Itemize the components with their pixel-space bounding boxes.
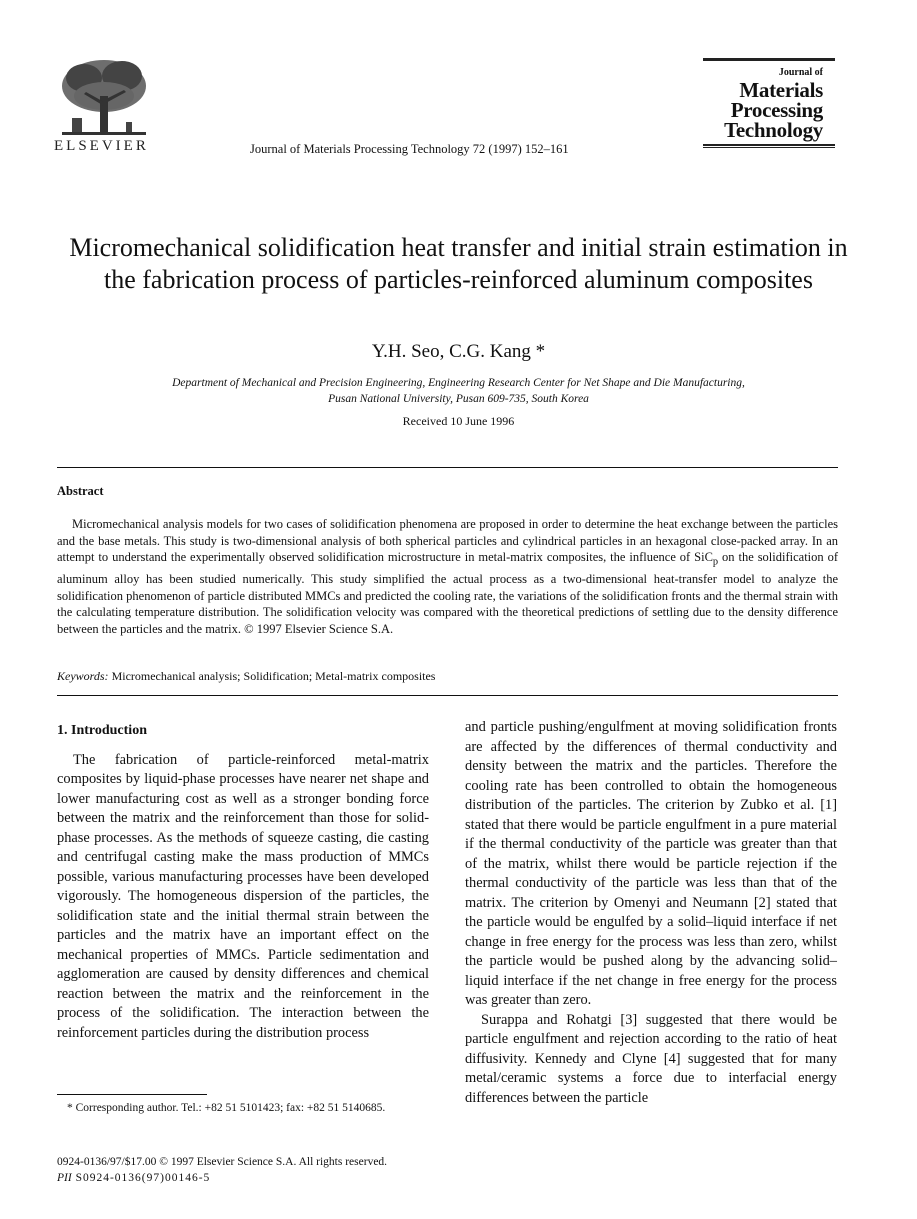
keywords-text: Micromechanical analysis; Solidification; Metal-matrix composites: [111, 669, 436, 683]
page-header: [0, 0, 917, 170]
affiliation-line-1: Department of Mechanical and Precision Engineering, Engineering Research Center for Net Shape and Die Manufacturing,: [172, 377, 745, 389]
intro-paragraph-1: The fabrication of particle-reinforced metal-matrix composites by liquid-phase processes have nearer net shape and lower manufacturing cost as well as a stronger bonding force between the matrix and the reinforcement than those for solid-phase processes. As the methods of squeeze casting, die casting and centrifugal casting make the mass production of MMCs possible, various manufacturing processes have been developed vigorously. The homogeneous dispersion of the particles, the solidification state and the initial thermal strain between the particles and the matrix have an important effect on the mechanical properties of MMCs. Particle sedimentation and agglomeration are caused by density differences and chemical reaction between the matrix and the reinforcement in the process of the solidification. The interaction between the reinforcement particles during the distribution process: [57, 751, 429, 1041]
abstract-text: [57, 516, 838, 637]
article-authors: Y.H. Seo, C.G. Kang *: [371, 341, 546, 362]
intro-paragraph-3: Surappa and Rohatgi [3] suggested that there would be particle engulfment and rejection according to the ratio of heat diffusivity. Kennedy and Clyne [4] suggested that for many metal/ceramic systems a force due to interfacial energy differences between the particle: [465, 1011, 837, 1106]
sic-symbol: SiC: [694, 550, 713, 564]
keywords-label: Keywords:: [57, 669, 109, 683]
abstract-text-part-1: Micromechanical analysis models for two cases of solidification phenomena are proposed in order to determine the heat exchange between the particles and the base metals. This study is two-dimensional analysis of both spherical particles and cylindrical particles in an hexagonal close-packed array. In an attempt to understand the experimentally observed solidification microstructure in metal-matrix composites, the influence of: [57, 517, 838, 564]
sic-subscript: p: [712, 556, 719, 568]
journal-logo: [703, 58, 835, 150]
abstract-top-rule: [57, 467, 838, 468]
author-affiliation: [60, 375, 857, 407]
journal-logo-line-2: Processing: [730, 98, 823, 122]
abstract-text-part-2: on the solidification of aluminum alloy has been studied numerically. This study simplified the actual process as a two-dimensional heat-transfer model to analyze the solidification phenomenon of particle distributed MMCs and predicted the cooling rate, the variations of the solidification fronts and the thermal strain with the calculating temperature distribution. The solidification velocity was compared with the theoretical predictions of settling due to the density difference between the particles and the matrix. © 1997 Elsevier Science S.A.: [57, 550, 838, 636]
corresponding-author-footnote: * Corresponding author. Tel.: +82 51 5101423; fax: +82 51 5140685.: [67, 1102, 386, 1114]
logo-rule-top: [703, 58, 835, 61]
intro-paragraph-2: and particle pushing/engulfment at moving solidification fronts are affected by the differences of thermal conductivity and density between the matrix and the particles. Therefore the cooling rate has been controlled to obtain the homogeneous distribution of the particles. The criterion by Zubko et al. [1] stated that there would be particle engulfment in a pure material if the thermal conductivity of the particle was greater than that of the matrix, whilst there would be particle rejection if the thermal conductivity of the particle was less than that of the matrix. The criterion by Omenyi and Neumann [2] stated that the particle would be engulfed by a solid–liquid interface if net change in free energy for the process was less than zero, whilst the particle would be pushed along by the advancing solid–liquid interface if the net change in free energy for the process was greater than zero.: [465, 719, 837, 1008]
logo-rule-bottom: [703, 144, 835, 148]
pii-label: PII: [57, 1172, 72, 1184]
affiliation-line-2: Pusan National University, Pusan 609-735, South Korea: [328, 393, 589, 405]
journal-logo-line-1: Materials: [739, 78, 823, 102]
abstract-bottom-rule: [57, 695, 838, 696]
pii-line: [57, 1172, 210, 1184]
abstract-heading: Abstract: [57, 484, 104, 498]
article-title: Micromechanical solidification heat transfer and initial strain estimation in the fabrication process of particles-reinforced aluminum composites: [69, 233, 848, 294]
journal-logo-line-3: Technology: [724, 118, 823, 142]
journal-logo-prefix: Journal of: [778, 67, 823, 78]
copyright-line: 0924-0136/97/$17.00 © 1997 Elsevier Science S.A. All rights reserved.: [57, 1156, 388, 1168]
pii-value: S0924-0136(97)00146-5: [75, 1172, 211, 1184]
keywords: [57, 669, 838, 684]
section-heading-introduction: 1. Introduction: [57, 723, 147, 738]
publisher-name: ELSEVIER: [54, 138, 149, 154]
right-column: [465, 718, 837, 1108]
left-column: [57, 718, 429, 1043]
journal-citation: Journal of Materials Processing Technology 72 (1997) 152–161: [250, 142, 569, 156]
footnote-rule: [57, 1094, 207, 1095]
received-date: Received 10 June 1996: [402, 414, 515, 428]
